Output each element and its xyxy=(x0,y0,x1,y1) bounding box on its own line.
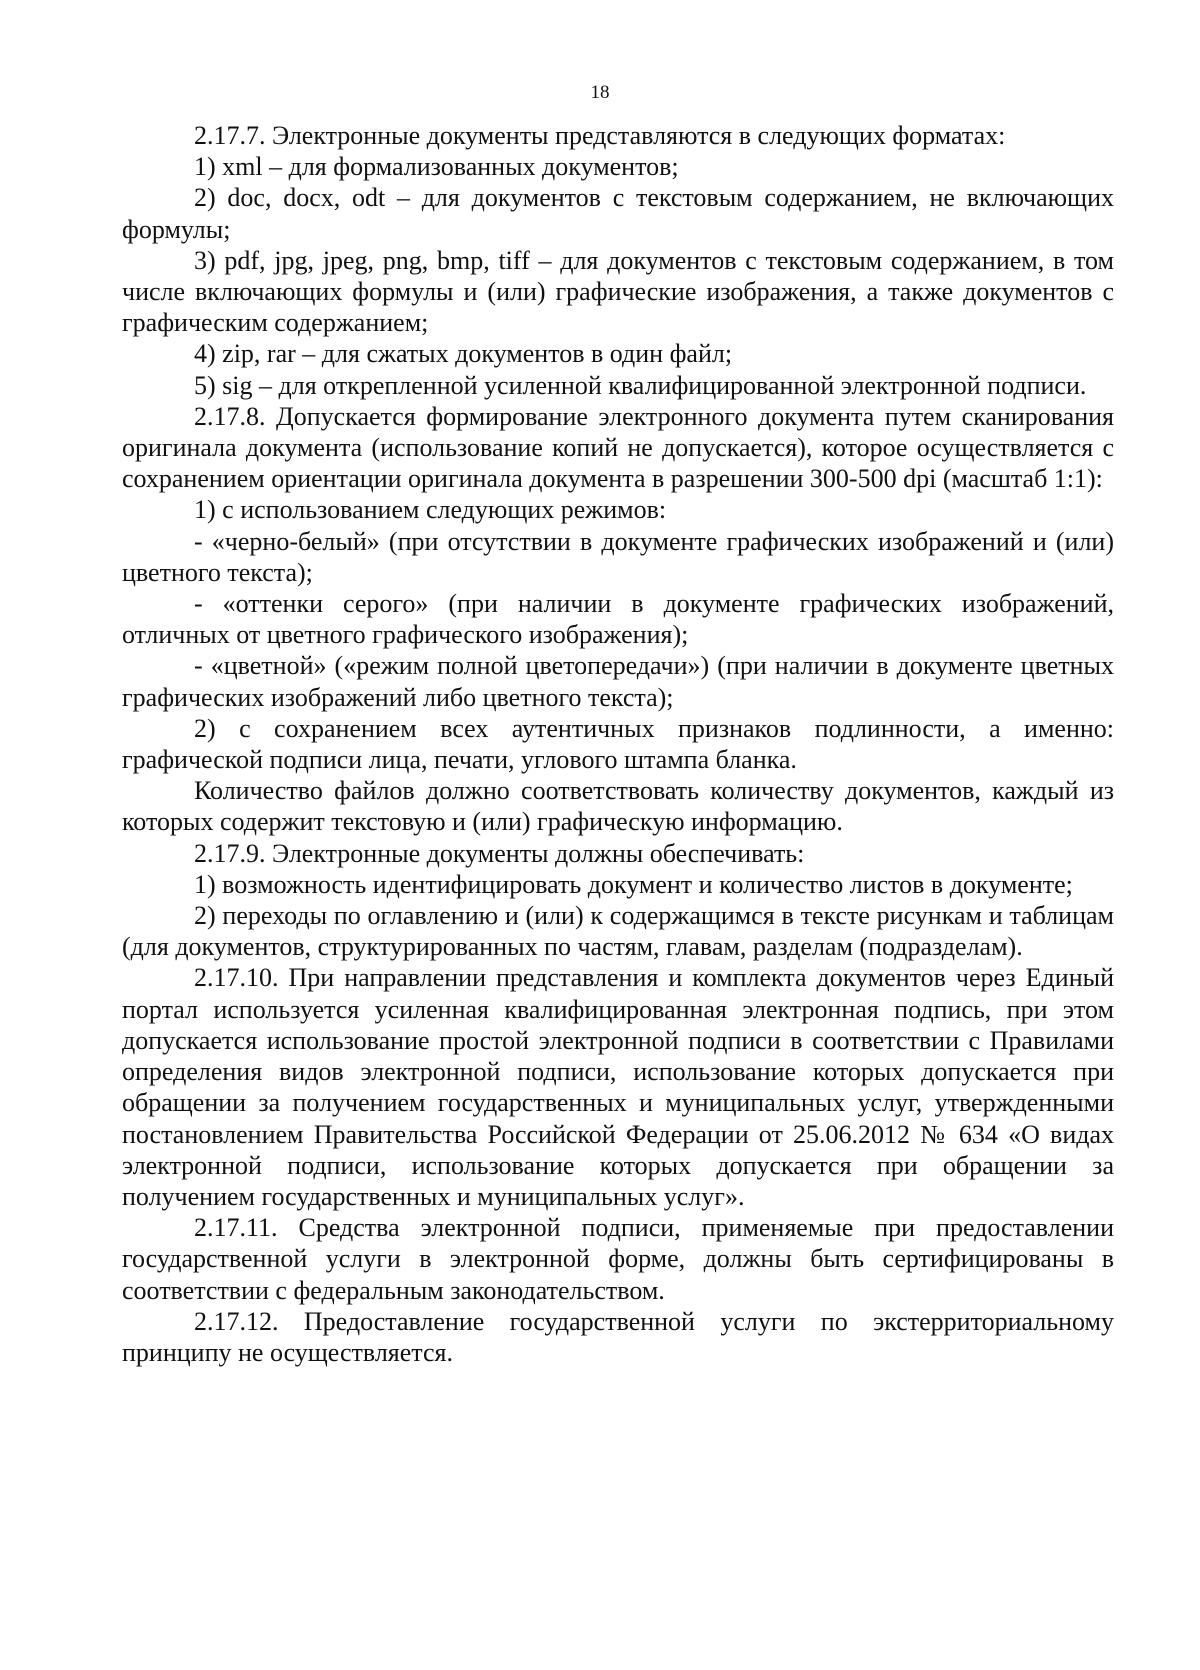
list-item-pdf: 3) pdf, jpg, jpeg, png, bmp, tiff – для документов с текстовым содержанием, в том числе включающих формулы и (или) графические изображения, а также документов с графическим содержанием; xyxy=(122,245,1114,338)
paragraph-2-17-11: 2.17.11. Средства электронной подписи, применяемые при предоставлении государственной услуги в электронной форме, должны быть сертифицированы в соответствии с федеральным законодательством. xyxy=(122,1213,1114,1305)
paragraph-2-17-9: 2.17.9. Электронные документы должны обеспечивать: xyxy=(194,838,805,868)
list-item-identify: 1) возможность идентифицировать документ и количество листов в документе; xyxy=(194,869,1073,899)
list-item-scan-modes: 1) с использованием следующих режимов: xyxy=(194,495,667,525)
page-number: 18 xyxy=(590,82,610,103)
paragraph-2-17-10: 2.17.10. При направлении представления и комплекта документов через Единый портал используется усиленная квалифицированная электронная подпись, при этом допускается использование простой электронной подписи в соответствии с Правилами определения видов электронной подписи, использование которых допускается при обращении за получением государственных и муниципальных услуг, утвержденными постановлением Правительства Российской Федерации от 25.06.2012 № 634 «О видах электронной подписи, использование которых допускается при обращении за получением государственных и муниципальных услуг». xyxy=(122,963,1114,1211)
list-item-grayscale: - «оттенки серого» (при наличии в документе графических изображений, отличных от цветного графического изображения); xyxy=(122,589,1114,650)
paragraph-2-17-12: 2.17.12. Предоставление государственной услуги по экстерриториальному принципу не осуществляется. xyxy=(122,1306,1114,1367)
paragraph-2-17-7: 2.17.7. Электронные документы представляются в следующих форматах: xyxy=(194,121,1006,150)
list-item-authenticity: 2) с сохранением всех аутентичных признаков подлинности, а именно: графической подписи лица, печати, углового штампа бланка. xyxy=(122,713,1114,775)
list-item-sig: 5) sig – для открепленной усиленной квалифицированной электронной подписи. xyxy=(194,370,1087,400)
list-item-zip: 4) zip, rar – для сжатых документов в один файл; xyxy=(194,339,733,369)
list-item-navigation: 2) переходы по оглавлению и (или) к содержащимся в тексте рисункам и таблицам (для документов, структурированных по частям, главам, разделам (подразделам). xyxy=(122,901,1114,962)
list-item-doc: 2) doc, docx, odt – для документов с текстовым содержанием, не включающих формулы; xyxy=(122,183,1114,244)
document-body xyxy=(122,120,1114,1368)
paragraph-2-17-8: 2.17.8. Допускается формирование электронного документа путем сканирования оригинала документа (использование копий не допускается), которое осуществляется с сохранением ориентации оригинала документа в разрешении 300-500 dpi (масштаб 1:1): xyxy=(122,401,1114,494)
paragraph-file-count: Количество файлов должно соответствовать количеству документов, каждый из которых содержит текстовую и (или) графическую информацию. xyxy=(122,776,1114,837)
list-item-color: - «цветной» («режим полной цветопередачи») (при наличии в документе цветных графических изображений либо цветного текста); xyxy=(122,651,1114,712)
list-item-xml: 1) xml – для формализованных документов; xyxy=(194,152,679,182)
list-item-black-white: - «черно-белый» (при отсутствии в документе графических изображений и (или) цветного текста); xyxy=(122,526,1114,587)
